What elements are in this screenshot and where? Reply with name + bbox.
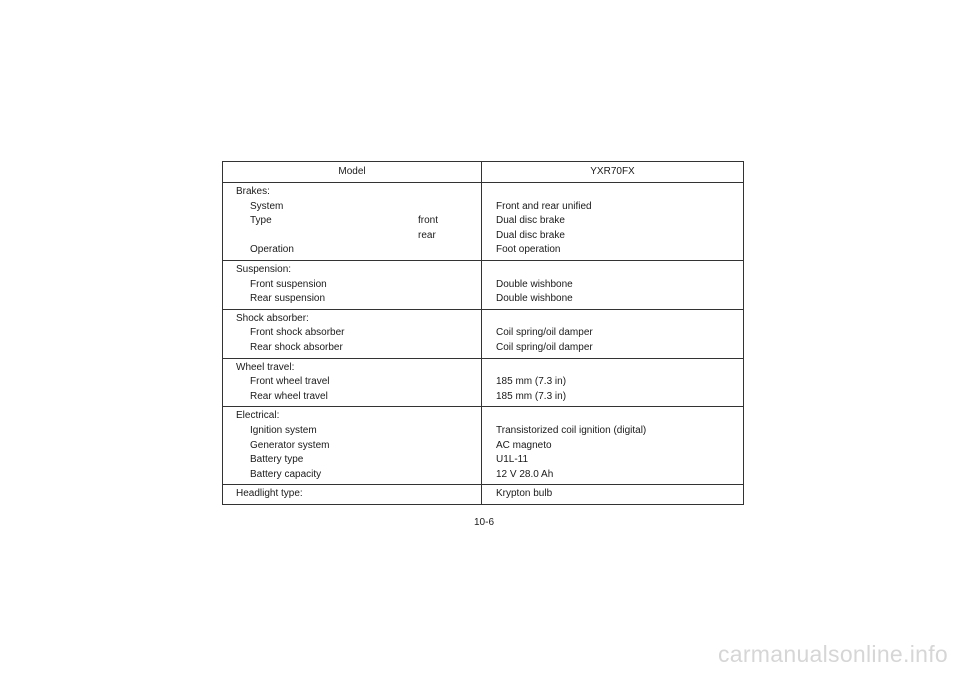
table-header	[223, 162, 743, 183]
section-title: Wheel travel:	[236, 361, 295, 373]
spec-values	[482, 359, 743, 407]
spec-label	[223, 375, 481, 390]
spec-label-text: Battery type	[250, 454, 304, 466]
spec-label	[223, 468, 481, 483]
spec-value: 185 mm (7.3 in)	[496, 376, 567, 388]
spec-label	[223, 326, 481, 341]
spec-qualifier: rear	[418, 229, 436, 241]
watermark: carmanualsonline.info	[717, 641, 948, 667]
spec-label	[223, 243, 481, 258]
spec-label-text: Front wheel travel	[250, 376, 330, 388]
page-number: 10-6	[474, 517, 495, 528]
spec-label	[223, 229, 481, 244]
section-title: Suspension:	[236, 263, 292, 275]
spec-label-text: Front suspension	[250, 278, 327, 290]
spec-value: 185 mm (7.3 in)	[496, 390, 567, 402]
section-title-value	[482, 361, 743, 376]
section-title: Brakes:	[236, 186, 270, 197]
spec-section	[223, 183, 743, 261]
spec-label-text: Rear wheel travel	[250, 390, 328, 402]
spec-label	[223, 214, 481, 229]
spec-label-text: Type	[250, 215, 272, 227]
spec-section	[223, 359, 743, 408]
section-title: Headlight type:	[236, 488, 303, 500]
section-title: Shock absorber:	[236, 312, 309, 324]
section-title: Electrical:	[236, 410, 280, 422]
spec-section	[223, 407, 743, 485]
spec-label	[223, 439, 481, 454]
spec-label-text: Battery capacity	[250, 468, 322, 480]
spec-values	[482, 183, 743, 260]
spec-labels	[223, 183, 482, 260]
spec-label	[223, 278, 481, 293]
spec-label	[223, 424, 481, 439]
spec-qualifier: front	[418, 215, 439, 227]
section-title-value	[482, 409, 743, 424]
spec-values	[482, 485, 743, 504]
spec-values	[482, 310, 743, 358]
spec-label	[223, 390, 481, 405]
spec-value: U1L-11	[496, 454, 529, 466]
spec-label-text: Rear suspension	[250, 293, 326, 305]
section-title-value	[482, 185, 743, 200]
spec-label	[223, 292, 481, 307]
spec-value: AC magneto	[496, 439, 552, 451]
spec-labels	[223, 310, 482, 358]
spec-labels	[223, 485, 482, 504]
section-title-value	[482, 312, 743, 327]
spec-label	[223, 453, 481, 468]
spec-values	[482, 407, 743, 484]
spec-label	[223, 200, 481, 215]
section-title-value	[482, 263, 743, 278]
spec-value: Foot operation	[496, 244, 561, 256]
spec-value: 12 V 28.0 Ah	[496, 468, 554, 480]
spec-value: Double wishbone	[496, 293, 573, 305]
spec-label-text: Ignition system	[250, 424, 317, 436]
spec-value: Dual disc brake	[496, 215, 565, 227]
spec-label	[223, 341, 481, 356]
spec-value: Coil spring/oil damper	[496, 341, 593, 353]
spec-section	[223, 310, 743, 359]
spec-labels	[223, 261, 482, 309]
spec-label-text: Rear shock absorber	[250, 341, 343, 353]
spec-value: Double wishbone	[496, 278, 573, 290]
spec-label-text: System	[250, 200, 284, 212]
spec-label-text: Front shock absorber	[250, 327, 345, 339]
section-title-value: Krypton bulb	[496, 488, 553, 500]
model-value: YXR70FX	[590, 166, 635, 177]
spec-value: Transistorized coil ignition (digital)	[496, 424, 647, 436]
spec-value: Coil spring/oil damper	[496, 327, 593, 339]
table-body	[223, 183, 743, 504]
spec-section	[223, 261, 743, 310]
spec-value: Front and rear unified	[496, 200, 592, 212]
spec-value: Dual disc brake	[496, 229, 565, 241]
spec-label-text: Operation	[250, 244, 294, 256]
spec-labels	[223, 359, 482, 407]
model-label: Model	[223, 162, 482, 182]
spec-label-text: Generator system	[250, 439, 330, 451]
spec-section	[223, 485, 743, 504]
spec-labels	[223, 407, 482, 484]
spec-values	[482, 261, 743, 309]
spec-table	[222, 161, 744, 505]
